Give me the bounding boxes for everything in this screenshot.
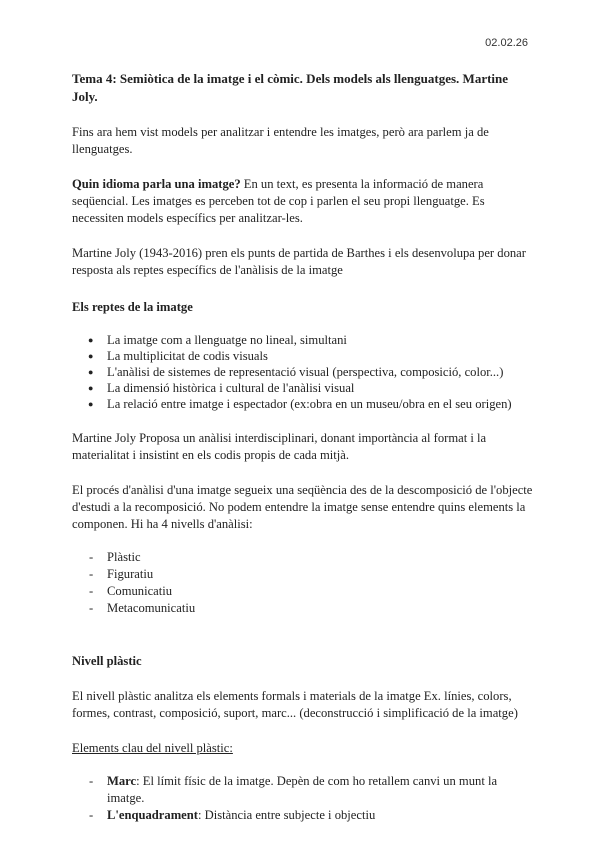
joly-proposa-paragraph: Martine Joly Proposa un anàlisi interdisciplinari, donant importància al format i la materialitat i insistint en els codis propis de cada mitjà. [72, 431, 487, 462]
question-paragraph [72, 176, 534, 227]
document-body [72, 70, 534, 824]
proces-paragraph: El procés d'anàlisi d'una imatge segueix una seqüència des de la descomposició de l'objecte d'estudi a la recomposició. No podem entendre la imatge sense entendre quins elements la componen. Hi ha 4 nivells d'anàlisi: [72, 483, 533, 531]
question-bold: Quin idioma parla una imatge? [72, 177, 241, 191]
element-term: Marc [107, 774, 137, 788]
list-item: - Figuratiu [72, 566, 534, 583]
document-date: 02.02.26 [485, 37, 528, 49]
document-title: Tema 4: Semiòtica de la imatge i el còmic. Dels models als llenguatges. Martine Joly. [72, 71, 509, 104]
nivells-list [72, 549, 534, 617]
list-item: - Comunicatiu [72, 583, 534, 600]
element-desc: : El límit físic de la imatge. Depèn de com ho retallem canvi un munt la imatge. [107, 774, 498, 805]
list-item: ● La imatge com a llenguatge no lineal, simultani [72, 332, 534, 348]
plastic-heading: Nivell plàstic [72, 654, 142, 668]
question-text: En un text, es presenta la informació de manera seqüencial. Les imatges es perceben tot de cop i parlen el seu propi llenguatge. Es necessiten models específics per analitzar-les. [72, 177, 485, 225]
elements-heading: Elements clau del nivell plàstic: [72, 741, 233, 755]
joly-intro-paragraph: Martine Joly (1943-2016) pren els punts de partida de Barthes i els desenvolupa per donar resposta als reptes específics de l'anàlisis de la imatge [72, 246, 526, 277]
reptes-list [72, 332, 534, 412]
list-item [72, 773, 534, 807]
list-item: ● L'anàlisi de sistemes de representació visual (perspectiva, composició, color...) [72, 364, 534, 380]
intro-paragraph: Fins ara hem vist models per analitzar i entendre les imatges, però ara parlem ja de llenguatges. [72, 125, 489, 156]
elements-list [72, 773, 534, 824]
reptes-heading: Els reptes de la imatge [72, 300, 193, 314]
list-item: ● La relació entre imatge i espectador (ex:obra en un museu/obra en el seu origen) [72, 396, 534, 412]
list-item: ● La dimensió històrica i cultural de l'anàlisi visual [72, 380, 534, 396]
element-desc: : Distància entre subjecte i objectiu [197, 808, 376, 822]
list-item: - Metacomunicatiu [72, 600, 534, 617]
plastic-paragraph: El nivell plàstic analitza els elements formals i materials de la imatge Ex. línies, colors, formes, contrast, composició, suport, marc... (deconstrucció i simplificació de la imatge) [72, 689, 518, 720]
element-term: L'enquadrament [107, 808, 198, 822]
list-item: ● La multiplicitat de codis visuals [72, 348, 534, 364]
list-item: - Plàstic [72, 549, 534, 566]
list-item [72, 807, 534, 824]
